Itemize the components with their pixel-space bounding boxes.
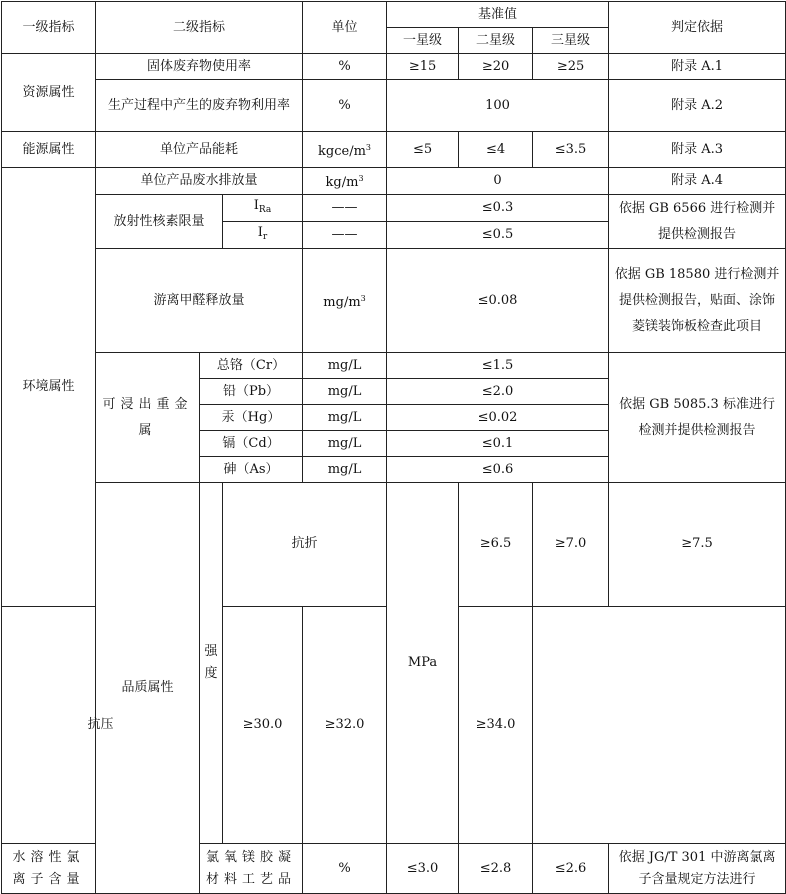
symbol-base: I (257, 225, 263, 240)
basis-cell: 依据 GB 6566 进行检测并提供检测报告 (609, 195, 786, 249)
header-level2: 二级指标 (96, 2, 303, 54)
value-star1: ≤5 (387, 132, 459, 168)
value-star3: ≥34.0 (459, 606, 533, 844)
sub-indicator: 抗折 (223, 483, 387, 607)
header-unit: 单位 (303, 2, 387, 54)
indicator-name: 单位产品能耗 (96, 132, 303, 168)
unit-cell: mg/L (303, 353, 387, 379)
basis-cell: 依据 GB 18580 进行检测并提供检测报告，贴面、涂饰菱镁装饰板检查此项目 (609, 249, 786, 353)
table-row (2, 195, 786, 222)
indicator-name: 放射性核素限量 (96, 195, 223, 249)
sub-indicator: 镉（Cd） (200, 431, 303, 457)
value-star3: ≤2.6 (533, 844, 609, 894)
value-merged: ≤0.5 (387, 222, 609, 249)
standard-table (1, 1, 786, 894)
table-row (2, 168, 786, 195)
unit-cell: MPa (387, 483, 459, 844)
unit-cell (303, 249, 387, 353)
category-resource: 资源属性 (2, 54, 96, 132)
value-merged: ≤0.1 (387, 431, 609, 457)
value-star2: ≤4 (459, 132, 533, 168)
header-row (2, 2, 786, 28)
unit-exponent: 3 (360, 293, 366, 303)
value-merged: ≤0.08 (387, 249, 609, 353)
header-star3: 三星级 (533, 28, 609, 54)
unit-cell: mg/L (303, 379, 387, 405)
value-merged: ≤1.5 (387, 353, 609, 379)
value-star1: ≤3.0 (387, 844, 459, 894)
unit-cell: mg/L (303, 405, 387, 431)
basis-cell: 依据 GB 5085.3 标准进行检测并提供检测报告 (609, 353, 786, 483)
basis-cell: 附录 A.1 (609, 54, 786, 80)
category-energy: 能源属性 (2, 132, 96, 168)
unit-cell: —— (303, 222, 387, 249)
value-star1: ≥6.5 (459, 483, 533, 607)
value-star1: ≥15 (387, 54, 459, 80)
symbol-subscript: r (262, 232, 268, 242)
unit-base: mg/m (323, 294, 361, 310)
symbol-subscript: Ra (258, 205, 272, 215)
sub-indicator: 汞（Hg） (200, 405, 303, 431)
value-star2: ≥32.0 (303, 606, 387, 844)
value-merged: ≤2.0 (387, 379, 609, 405)
value-merged: 0 (387, 168, 609, 195)
unit-exponent: 3 (365, 142, 372, 152)
sub-indicator: 抗压 (2, 606, 200, 844)
value-star3: ≤3.5 (533, 132, 609, 168)
sub-indicator: 氯氧镁胶凝材料工艺品 (200, 844, 303, 894)
table-row (2, 132, 786, 168)
basis-cell: 附录 A.3 (609, 132, 786, 168)
indicator-name: 固体废弃物使用率 (96, 54, 303, 80)
unit-base: kg/m (325, 175, 359, 190)
sub-indicator: 铅（Pb） (200, 379, 303, 405)
unit-cell: —— (303, 195, 387, 222)
sub-indicator: 砷（As） (200, 457, 303, 483)
table-row (2, 353, 786, 379)
unit-exponent: 3 (358, 174, 364, 183)
value-merged: ≤0.02 (387, 405, 609, 431)
indicator-name: 生产过程中产生的废弃物利用率 (96, 80, 303, 132)
indicator-name: 单位产品废水排放量 (96, 168, 303, 195)
header-star1: 一星级 (387, 28, 459, 54)
unit-cell: % (303, 80, 387, 132)
header-star2: 二星级 (459, 28, 533, 54)
value-merged: ≤0.6 (387, 457, 609, 483)
table-row (2, 483, 786, 607)
unit-cell (303, 168, 387, 195)
table-row (2, 54, 786, 80)
unit-cell (303, 132, 387, 168)
sub-indicator (223, 195, 303, 222)
sub-indicator: 总铬（Cr） (200, 353, 303, 379)
category-quality: 品质属性 (96, 483, 200, 894)
indicator-name: 可浸出重金属 (96, 353, 200, 483)
basis-cell: 依据 JG/T 301 中游离氯离子含量规定方法进行 (609, 844, 786, 894)
indicator-name: 游离甲醛释放量 (96, 249, 303, 353)
sub-indicator (223, 222, 303, 249)
value-star1: ≥30.0 (223, 606, 303, 844)
header-benchmark: 基准值 (387, 2, 609, 28)
value-star3: ≥25 (533, 54, 609, 80)
unit-cell: mg/L (303, 431, 387, 457)
unit-base: kgce/m (318, 143, 366, 159)
value-merged: 100 (387, 80, 609, 132)
table-row (2, 249, 786, 353)
value-star2: ≥7.0 (533, 483, 609, 607)
value-star2: ≥20 (459, 54, 533, 80)
basis-cell: 附录 A.2 (609, 80, 786, 132)
value-merged: ≤0.3 (387, 195, 609, 222)
header-level1: 一级指标 (2, 2, 96, 54)
header-basis: 判定依据 (609, 2, 786, 54)
table-row (2, 80, 786, 132)
indicator-name: 强度 (200, 483, 223, 844)
basis-cell: 附录 A.4 (609, 168, 786, 195)
indicator-name: 水溶性氯离子含量 (2, 844, 96, 894)
value-star2: ≤2.8 (459, 844, 533, 894)
category-environment: 环境属性 (2, 168, 96, 607)
value-star3: ≥7.5 (609, 483, 786, 607)
unit-cell: % (303, 844, 387, 894)
unit-cell: % (303, 54, 387, 80)
unit-cell: mg/L (303, 457, 387, 483)
symbol-base: I (253, 198, 259, 213)
